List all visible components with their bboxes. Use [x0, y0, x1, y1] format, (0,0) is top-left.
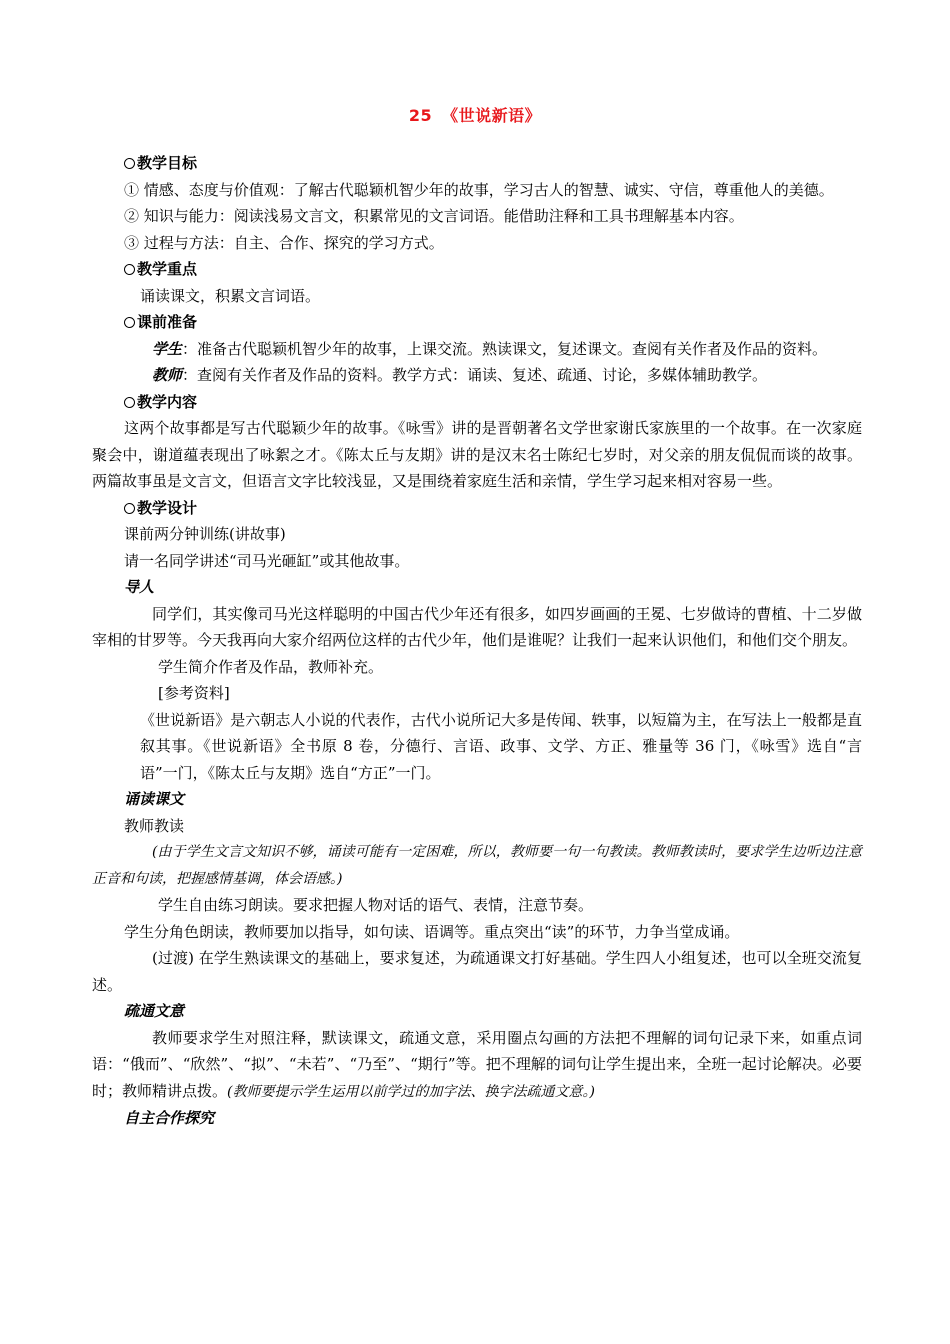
lesson-plan-body: [92, 150, 862, 1132]
circle-bullet-icon: [124, 317, 135, 328]
section-heading-goals: 教学目标: [92, 150, 862, 177]
goal-item: ① 情感、态度与价值观：了解古代聪颖机智少年的故事，学习古人的智慧、诚实、守信，尊重他人的美德。: [124, 180, 834, 199]
read-note: (由于学生文言文知识不够，诵读可能有一定困难，所以，教师要一句一句教读。教师教读时，要求学生边听边注意正音和句读，把握感情基调，体会语感。): [92, 844, 862, 887]
circle-bullet-icon: [124, 158, 135, 169]
prep-teacher-label: 教师: [152, 366, 183, 384]
section-heading-prep: 课前准备: [92, 309, 862, 336]
design-line: 请一名同学讲述“司马光砸缸”或其他故事。: [124, 551, 410, 570]
meaning-paragraph: 教师要求学生对照注释，默读课文，疏通文意，采用圈点勾画的方法把不理解的词句记录下来，如重点词语：“俄而”、“欣然”、“拟”、“未若”、“乃至”、“期行”等。把不理解的词句让学生提出来，全班一起讨论解决。必要时；教师精讲点拨。(教师要提示学生运用以前学过的加字法、换字法疏通文意。): [92, 1028, 862, 1100]
prep-student: 学生：准备古代聪颖机智少年的故事，上课交流。熟读课文，复述课文。查阅有关作者及作品的资料。: [152, 339, 828, 358]
section-heading-focus: 教学重点: [92, 256, 862, 283]
read-transition: (过渡) 在学生熟读课文的基础上，要求复述，为疏通课文打好基础。学生四人小组复述，也可以全班交流复述。: [92, 949, 862, 994]
circle-bullet-icon: [124, 503, 135, 514]
read-line: 学生自由练习朗读。要求把握人物对话的语气、表情，注意节奏。: [158, 896, 594, 914]
lesson-title: 《世说新语》: [442, 106, 542, 125]
lesson-number: 25: [408, 106, 433, 125]
circle-bullet-icon: [124, 264, 135, 275]
goal-item: ② 知识与能力：阅读浅易文言文，积累常见的文言词语。能借助注释和工具书理解基本内容。: [124, 207, 744, 225]
subheading-meaning: 疏通文意: [124, 1002, 185, 1020]
intro-paragraph: 同学们，其实像司马光这样聪明的中国古代少年还有很多，如四岁画画的王冕、七岁做诗的曹植、十二岁做宰相的甘罗等。今天我再向大家介绍两位这样的古代少年，他们是谁呢？让我们一起来认识他们，和他们交个朋友。: [92, 604, 862, 649]
subheading-explore: 自主合作探究: [124, 1109, 215, 1127]
read-line: 教师教读: [124, 816, 185, 835]
goal-item: ③ 过程与方法：自主、合作、探究的学习方式。: [124, 233, 444, 252]
subheading-intro: 导人: [124, 578, 155, 596]
meaning-note: (教师要提示学生运用以前学过的加字法、换字法疏通文意。): [227, 1083, 595, 1100]
circle-bullet-icon: [124, 397, 135, 408]
reference-label: [参考资料]: [158, 684, 230, 702]
prep-student-label: 学生: [152, 339, 183, 358]
reference-paragraph: 《世说新语》是六朝志人小说的代表作，古代小说所记大多是传闻、轶事，以短篇为主，在写法上一般都是直叙其事。《世说新语》全书原 8 卷，分德行、言语、政事、文学、方正、雅量等 36 门，《咏雪》选自“言语”一门，《陈太丘与友期》选自“方正”一门。: [140, 710, 862, 782]
read-line: 学生分角色朗读，教师要加以指导，如句读、语调等。重点突出“读”的环节，力争当堂成诵。: [124, 922, 740, 941]
design-line: 课前两分钟训练(讲故事): [124, 525, 286, 543]
subheading-read: 诵读课文: [124, 790, 185, 808]
content-paragraph: 这两个故事都是写古代聪颖少年的故事。《咏雪》讲的是晋朝著名文学世家谢氏家族里的一个故事。在一次家庭聚会中，谢道蕴表现出了咏絮之才。《陈太丘与友期》讲的是汉末名士陈纪七岁时，对父亲的朋友侃侃而谈的故事。两篇故事虽是文言文，但语言文字比较浅显，又是围绕着家庭生活和亲情，学生学习起来相对容易一些。: [92, 419, 862, 490]
section-heading-design: 教学设计: [92, 495, 862, 522]
intro-line: 学生简介作者及作品，教师补充。: [158, 657, 384, 676]
focus-text: 诵读课文，积累文言词语。: [140, 286, 321, 305]
page-title: [0, 103, 950, 126]
section-heading-content: 教学内容: [92, 389, 862, 416]
prep-teacher: 教师：查阅有关作者及作品的资料。教学方式：诵读、复述、疏通、讨论，多媒体辅助教学。: [152, 366, 768, 384]
